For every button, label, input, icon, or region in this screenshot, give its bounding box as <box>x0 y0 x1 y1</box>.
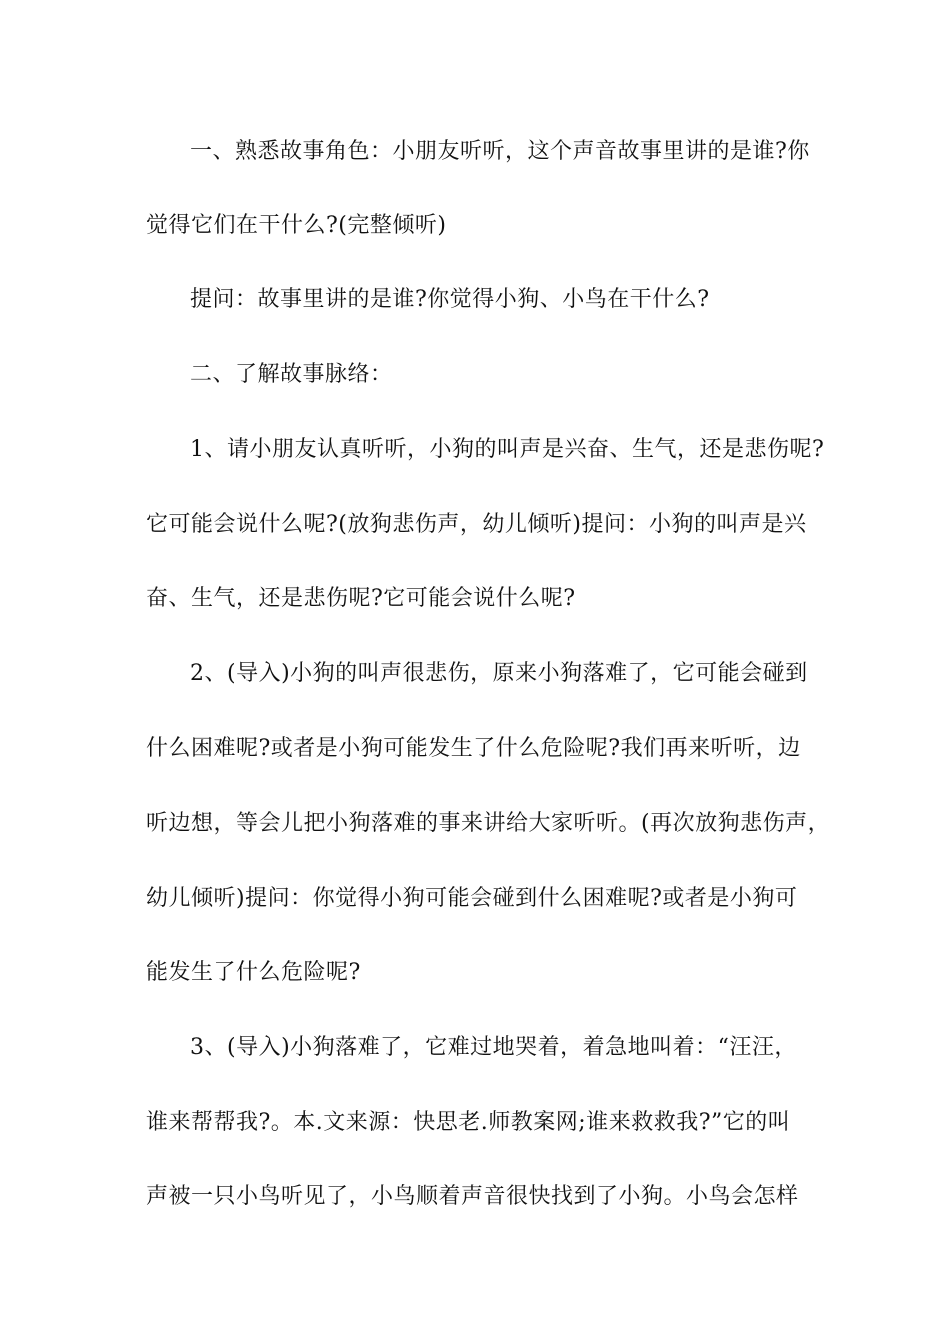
paragraph-line: 3、(导入)小狗落难了，它难过地哭着，着急地叫着：“汪汪， <box>190 1035 797 1060</box>
paragraph-line: 声被一只小鸟听见了，小鸟顺着声音很快找到了小狗。小鸟会怎样 <box>146 1184 799 1209</box>
paragraph-line: 听边想，等会儿把小狗落难的事来讲给大家听听。(再次放狗悲伤声， <box>146 811 831 836</box>
paragraph-line: 2、(导入)小狗的叫声很悲伤，原来小狗落难了，它可能会碰到 <box>190 661 808 686</box>
paragraph-line: 什么困难呢?或者是小狗可能发生了什么危险呢?我们再来听听，边 <box>146 736 801 761</box>
paragraph-line: 它可能会说什么呢?(放狗悲伤声，幼儿倾听)提问：小狗的叫声是兴 <box>146 512 807 537</box>
paragraph-line: 1、请小朋友认真听听，小狗的叫声是兴奋、生气，还是悲伤呢? <box>190 437 825 462</box>
paragraph-line: 奋、生气，还是悲伤呢?它可能会说什么呢? <box>146 586 576 611</box>
paragraph-line: 提问：故事里讲的是谁?你觉得小狗、小鸟在干什么? <box>190 287 710 312</box>
section-heading: 二、了解故事脉络： <box>190 362 393 387</box>
paragraph-line: 能发生了什么危险呢? <box>146 960 361 985</box>
paragraph-line: 觉得它们在干什么?(完整倾听) <box>146 213 447 238</box>
paragraph-line: 一、熟悉故事角色：小朋友听听，这个声音故事里讲的是谁?你 <box>190 139 810 164</box>
paragraph-line: 谁来帮帮我?。本.文来源：快思老.师教案网;谁来救救我?”它的叫 <box>146 1110 791 1135</box>
paragraph-line: 幼儿倾听)提问：你觉得小狗可能会碰到什么困难呢?或者是小狗可 <box>146 886 798 911</box>
